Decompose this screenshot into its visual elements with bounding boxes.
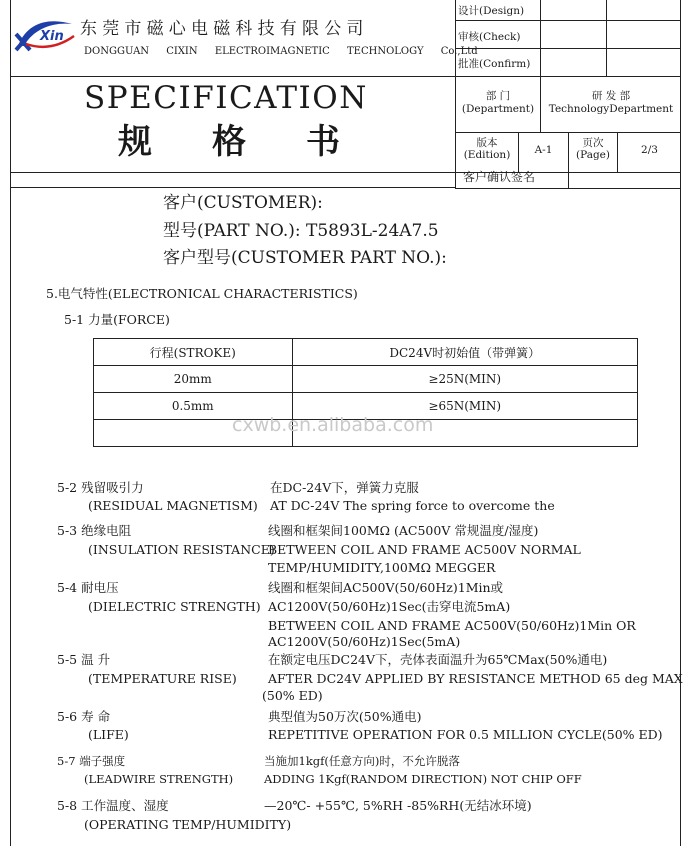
table-cell: ≥25N(MIN) xyxy=(292,366,638,393)
spec-title-cn: 规格书 xyxy=(118,122,400,162)
item-number: 5-4 xyxy=(57,580,78,595)
item-name-cn: 温 升 xyxy=(81,652,111,667)
approval-design-label: 设计(Design) xyxy=(458,5,525,17)
item-5-3-desc-2: BETWEEN COIL AND FRAME AC500V NORMAL xyxy=(268,542,581,557)
item-name-cn: 寿 命 xyxy=(81,709,111,724)
item-5-8-desc-1: —20℃- +55℃, 5%RH -85%RH(无结冰环境) xyxy=(264,798,532,813)
item-5-3 xyxy=(57,521,131,540)
item-5-6-en: (LIFE) xyxy=(88,727,129,742)
customer-line: 客户(CUSTOMER): xyxy=(163,193,323,213)
item-5-4-desc-1: 线圈和框架间AC500V(50/60Hz)1Min或 xyxy=(268,580,504,595)
item-5-5-desc-2: AFTER DC24V APPLIED BY RESISTANCE METHOD 65 deg MAX xyxy=(268,671,683,686)
item-name-cn: 残留吸引力 xyxy=(81,480,144,495)
item-5-6-desc-2: REPETITIVE OPERATION FOR 0.5 MILLION CYCLE(50% ED) xyxy=(268,727,663,742)
approval-row-1 xyxy=(455,20,681,21)
page-label: 页次 (Page) xyxy=(576,137,610,161)
table-header-row xyxy=(94,339,638,366)
watermark: cxwb.en.alibaba.com xyxy=(232,414,434,436)
item-5-4-desc-2: AC1200V(50/60Hz)1Sec(击穿电流5mA) xyxy=(268,599,511,614)
table-row xyxy=(94,366,638,393)
item-name-cn: 耐电压 xyxy=(81,580,119,595)
item-5-3-en: (INSULATION RESISTANCE) xyxy=(88,542,275,557)
item-number: 5-7 xyxy=(57,754,76,768)
item-number: 5-8 xyxy=(57,798,78,813)
item-5-7-desc-2: ADDING 1Kgf(RANDOM DIRECTION) NOT CHIP OFF xyxy=(264,772,582,786)
item-5-4-desc-4: AC1200V(50/60Hz)1Sec(5mA) xyxy=(268,634,461,649)
company-name-cn: 东莞市磁心电磁科技有限公司 xyxy=(80,19,369,39)
page-value: 2/3 xyxy=(641,144,658,156)
company-name-en: DONGGUAN CIXIN ELECTROIMAGNETIC TECHNOLOGY Co.,Ltd xyxy=(84,46,478,57)
edition-label: 版本 (Edition) xyxy=(463,137,511,161)
table-header-value: DC24V时初始值（带弹簧） xyxy=(292,339,638,366)
item-5-3-desc-3: TEMP/HUMIDITY,100MΩ MEGGER xyxy=(268,560,496,575)
item-5-7 xyxy=(57,752,125,771)
customer-part-line: 客户型号(CUSTOMER PART NO.): xyxy=(163,248,447,268)
part-number-line: 型号(PART NO.): T5893L-24A7.5 xyxy=(163,221,439,241)
item-5-6 xyxy=(57,707,110,726)
approval-check-label: 审核(Check) xyxy=(458,31,521,43)
item-5-5-desc-1: 在额定电压DC24V下，壳体表面温升为65℃Max(50%通电) xyxy=(268,652,608,667)
item-name-cn: 端子强度 xyxy=(79,754,126,768)
item-name-cn: 工作温度、湿度 xyxy=(81,798,169,813)
approval-confirm-label: 批准(Confirm) xyxy=(458,58,531,70)
item-5-2 xyxy=(57,478,144,497)
item-5-5 xyxy=(57,650,110,669)
item-5-3-desc-1: 线圈和框架间100MΩ (AC500V 常规温度/湿度) xyxy=(268,523,539,538)
edition-value: A-1 xyxy=(534,144,553,156)
table-header-stroke: 行程(STROKE) xyxy=(94,339,293,366)
department-value: 研 发 部 TechnologyDepartment xyxy=(548,90,674,115)
item-5-8 xyxy=(57,796,169,815)
approval-col-1 xyxy=(540,0,541,76)
item-5-2-desc-1: 在DC-24V下，弹簧力克服 xyxy=(270,480,419,495)
item-number: 5-6 xyxy=(57,709,78,724)
item-number: 5-5 xyxy=(57,652,78,667)
item-5-8-en: (OPERATING TEMP/HUMIDITY) xyxy=(84,817,292,832)
item-number: 5-3 xyxy=(57,523,78,538)
item-number: 5-2 xyxy=(57,480,78,495)
item-name-cn: 绝缘电阻 xyxy=(81,523,132,538)
table-cell: ≥65N(MIN) xyxy=(292,393,638,420)
item-5-7-en: (LEADWIRE STRENGTH) xyxy=(84,772,234,786)
spec-title-en: SPECIFICATION xyxy=(84,80,368,116)
item-5-4 xyxy=(57,578,119,597)
approval-col-2 xyxy=(606,0,607,76)
logo-text: Xin xyxy=(40,29,64,44)
approval-row-3 xyxy=(455,76,681,77)
table-cell: 0.5mm xyxy=(94,393,293,420)
item-5-2-en: (RESIDUAL MAGNETISM) xyxy=(88,498,258,513)
department-label: 部 门 (Department) xyxy=(461,90,535,115)
item-5-7-desc-1: 当施加1kgf(任意方向)时，不允许脱落 xyxy=(264,754,460,768)
item-5-4-desc-3: BETWEEN COIL AND FRAME AC500V(50/60Hz)1Min OR xyxy=(268,618,636,633)
sign-row-bottom xyxy=(455,188,681,189)
item-5-5-desc-3: (50% ED) xyxy=(262,688,323,703)
customer-sign-label: 客户确认签名 xyxy=(463,170,536,184)
item-5-4-en: (DIELECTRIC STRENGTH) xyxy=(88,599,261,614)
section-title: 5.电气特性(ELECTRONICAL CHARACTERISTICS) xyxy=(46,286,358,301)
force-title: 5-1 力量(FORCE) xyxy=(64,312,170,327)
approval-row-2 xyxy=(455,48,681,49)
table-cell: 20mm xyxy=(94,366,293,393)
company-logo xyxy=(14,16,76,52)
header-bottom-line xyxy=(10,76,456,77)
header-bottom-line-full xyxy=(10,172,681,173)
item-5-2-desc-2: AT DC-24V The spring force to overcome the xyxy=(270,498,555,513)
item-5-6-desc-1: 典型值为50万次(50%通电) xyxy=(268,709,422,724)
item-5-5-en: (TEMPERATURE RISE) xyxy=(88,671,237,686)
